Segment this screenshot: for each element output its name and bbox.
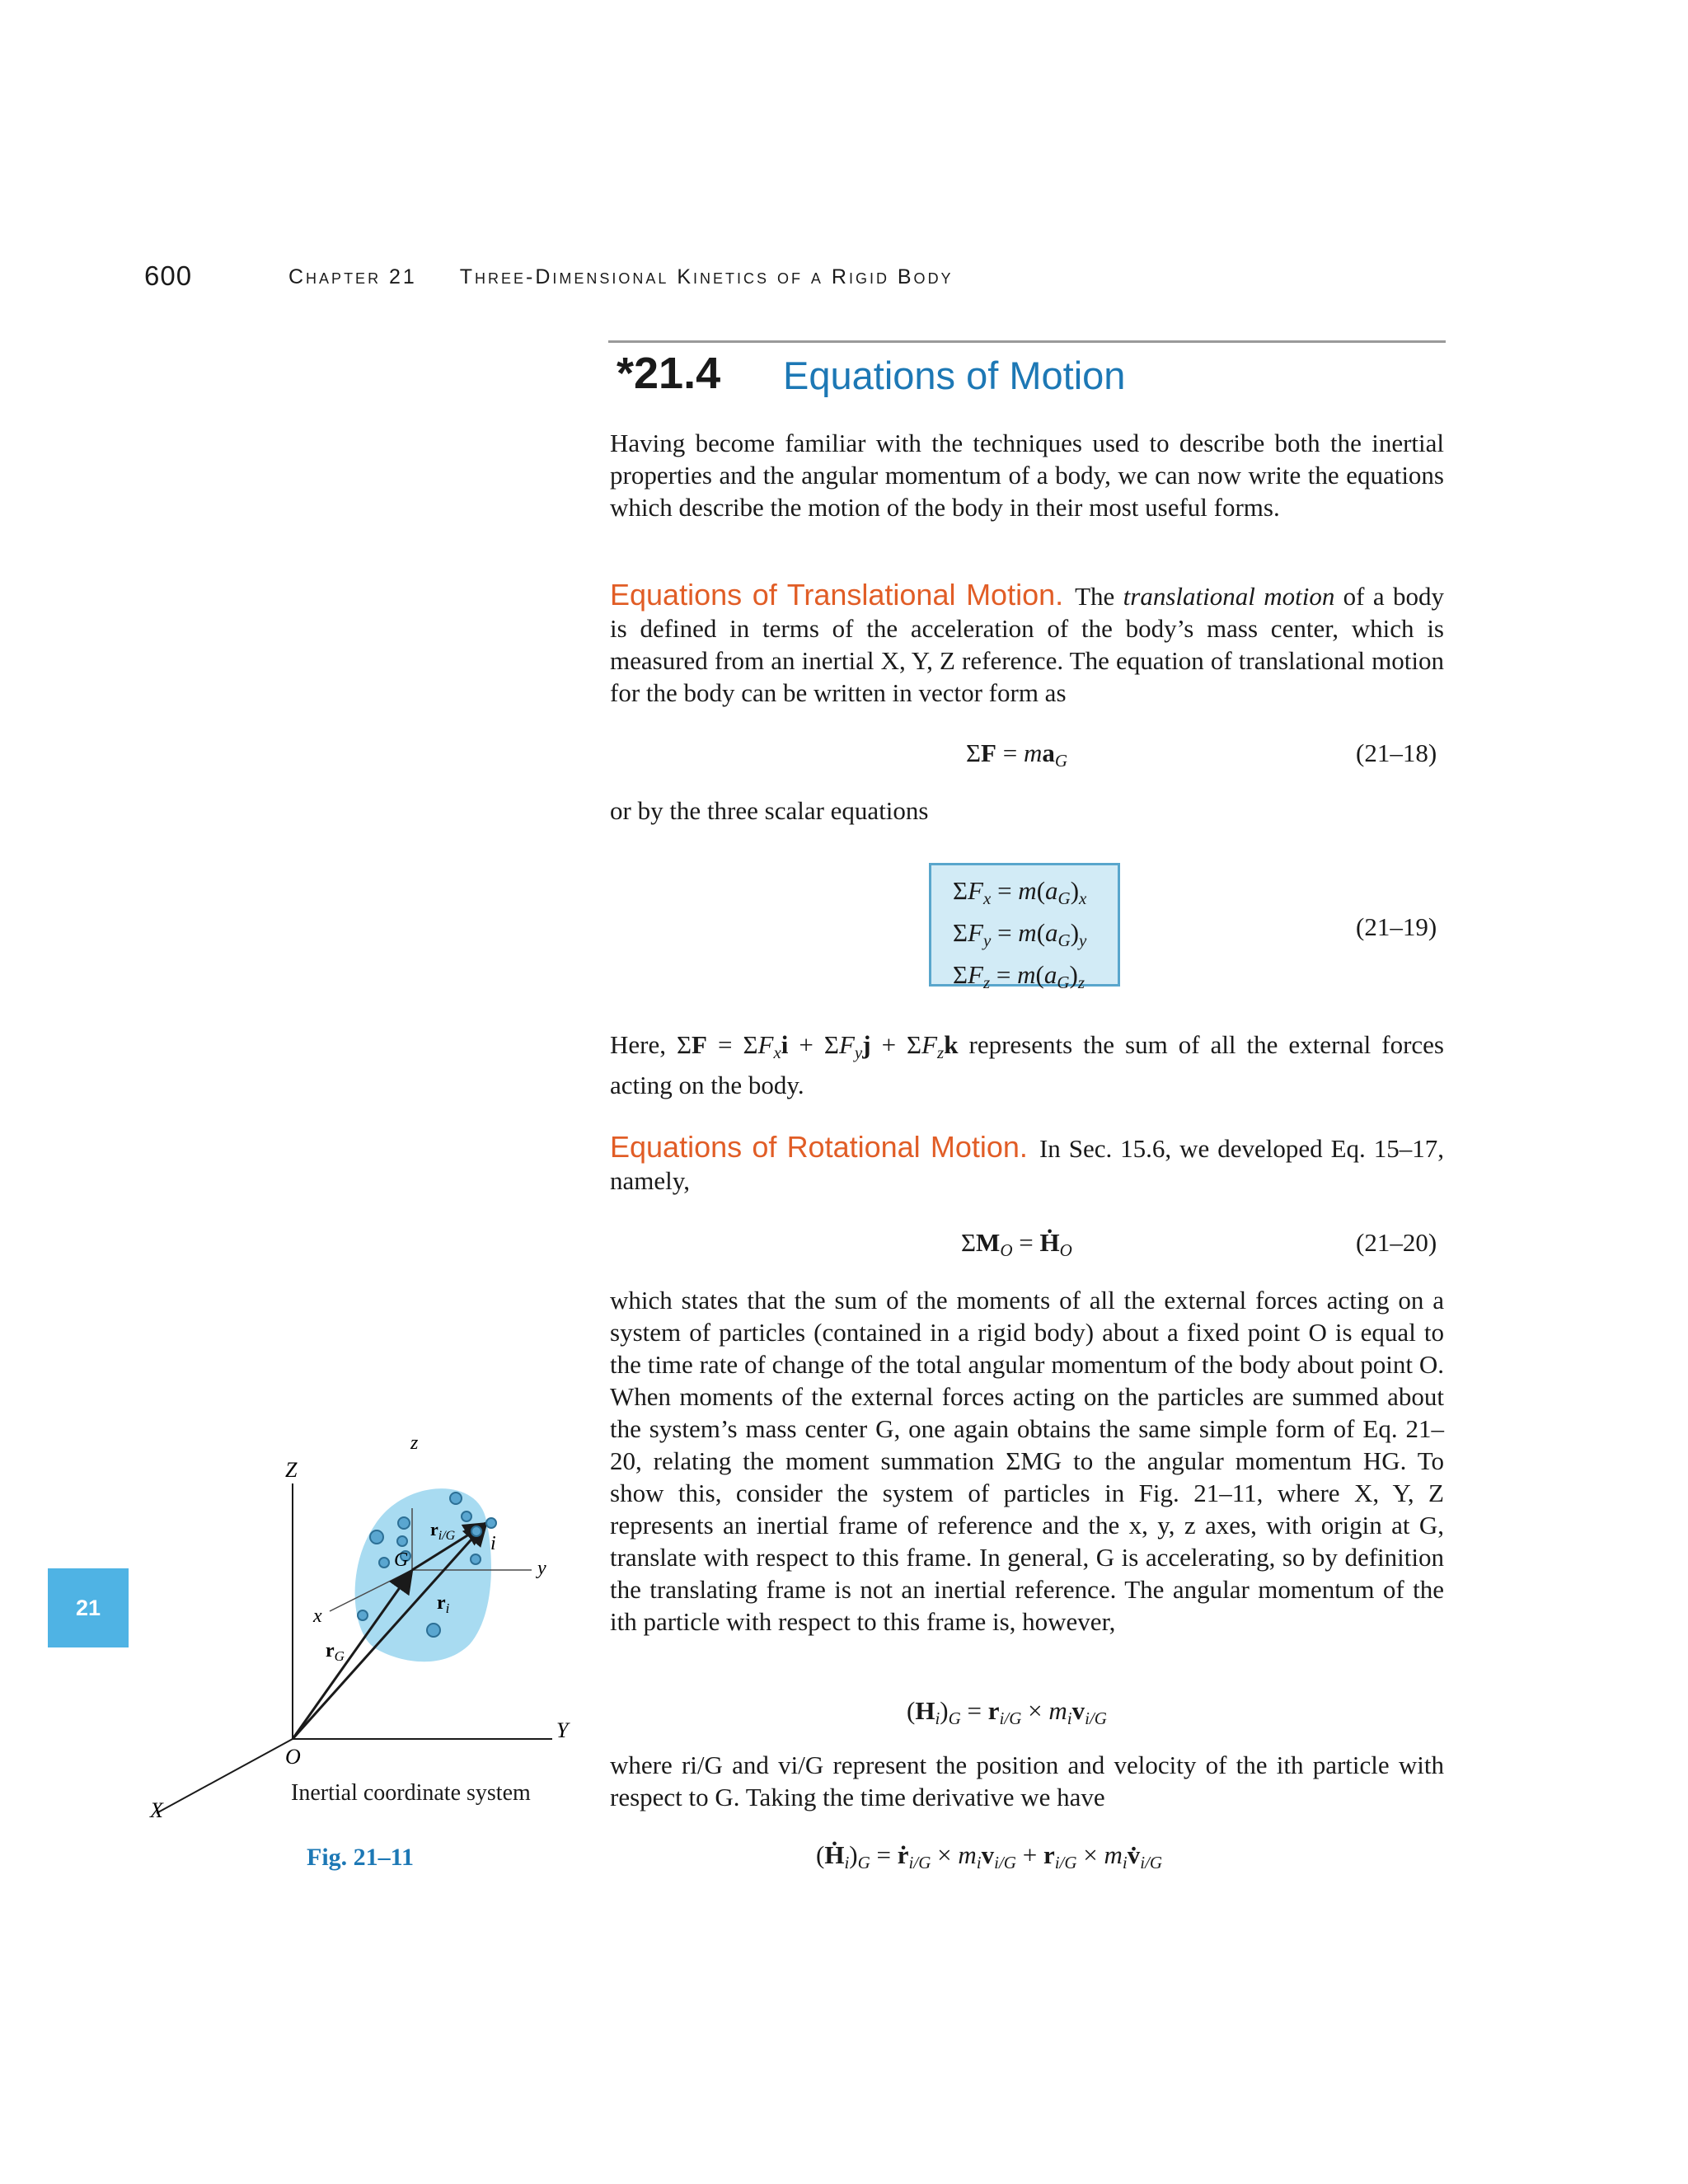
chapter-tab: 21	[48, 1568, 129, 1647]
scalar-intro: or by the three scalar equations	[610, 796, 929, 825]
translational-paragraph: Equations of Translational Motion. The translational motion of a body is defined in terms of the acceleration of the body’s mass center, which is measured from an inertial X, Y, Z reference. The equation of translational motion for the body can be written in vector form as	[610, 578, 1444, 707]
label-Y: Y	[556, 1718, 569, 1742]
label-X: X	[150, 1798, 163, 1822]
label-x: x	[313, 1605, 322, 1627]
running-header	[288, 265, 954, 289]
label-y: y	[537, 1558, 546, 1579]
equation-number-21-20: (21–20)	[1356, 1228, 1437, 1257]
section-number: *21.4	[617, 349, 721, 398]
figure-caption: Inertial coordinate system	[291, 1780, 531, 1806]
translational-heading: Equations of Translational Motion.	[610, 578, 1064, 612]
rotational-heading: Equations of Rotational Motion.	[610, 1130, 1028, 1164]
intro-paragraph: Having become familiar with the techniques used to describe both the inertial properties and the angular momentum of a body, we can now write the equations which describe the motion of the body in their most useful forms.	[610, 429, 1444, 522]
page-number: 600	[144, 260, 193, 291]
here-paragraph: Here, $\Sigma F = \Sigma F_xi + \Sigma F_yj + \Sigma F_zk$ represents the sum of all the external forces acting on the body.	[610, 1030, 1445, 1099]
x-axis-inertial	[157, 1739, 293, 1813]
label-G: G	[394, 1549, 409, 1571]
label-Z: Z	[285, 1458, 298, 1482]
equation-21-20: $\Sigma M_O$ = Ḣ$_O$	[961, 1228, 1072, 1260]
label-O: O	[285, 1745, 301, 1769]
equation-number-21-19: (21–19)	[1356, 912, 1437, 941]
figure-21-11	[140, 1418, 602, 1830]
equation-21-18: $\Sigma F = ma_G$	[966, 738, 1068, 771]
label-ri: $r_i$	[437, 1592, 450, 1616]
where-paragraph: where ri/G and vi/G represent the position and velocity of the ith particle with respect to G. Taking the time derivative we have	[610, 1750, 1444, 1811]
label-riG: $r_{i/G}$	[430, 1519, 456, 1543]
rotational-paragraph: Equations of Rotational Motion. In Sec. 15.6, we developed Eq. 15–17, namely,	[610, 1130, 1444, 1195]
rotational-body-paragraph: which states that the sum of the moments of all the external forces acting on a system of particles (contained in a rigid body) about a fixed point O is equal to the time rate of change of the total angular momentum of the body about point O. When moments of the external forces acting on the particles are summed about the system’s mass center G, one again obtains the same simple form of Eq. 21–20, relating the moment summation ΣMG to the angular momentum HG. To show this, consider the system of particles in Fig. 21–11, where X, Y, Z represents an inertial frame of reference and the x, y, z axes, with origin at G, translate with respect to this frame. In general, G is accelerating, so by definition the translating frame is not an inertial reference. The angular momentum of the ith particle with respect to this frame is, however,	[610, 1286, 1444, 1636]
label-z: z	[410, 1432, 419, 1454]
running-title: Three-Dimensional Kinetics of a Rigid Body	[459, 265, 954, 288]
running-chapter: Chapter 21	[288, 265, 417, 288]
time-derivative-equation: $(Ḣ_i)_G$ = ṙ$_{i/G}$ × $m_iv_{i/G} + r_{i/G}$ × $m_iv̇_{i/G}$	[816, 1840, 1163, 1872]
angular-momentum-equation: $(H_i)_G = r_{i/G} \times m_iv_{i/G}$	[907, 1696, 1107, 1728]
figure-label: Fig. 21–11	[307, 1844, 415, 1871]
equation-number-21-18: (21–18)	[1356, 738, 1437, 767]
equation-box-21-19: $\Sigma F_x = m(a_G)_x$ $\Sigma F_y = m(a_G)_y$ $\Sigma F_z = m(a_G)_z$	[929, 863, 1120, 987]
section-rule	[608, 340, 1446, 343]
label-i: i	[490, 1533, 496, 1554]
section-title: Equations of Motion	[783, 354, 1126, 397]
label-rG: $r_G$	[326, 1640, 345, 1664]
